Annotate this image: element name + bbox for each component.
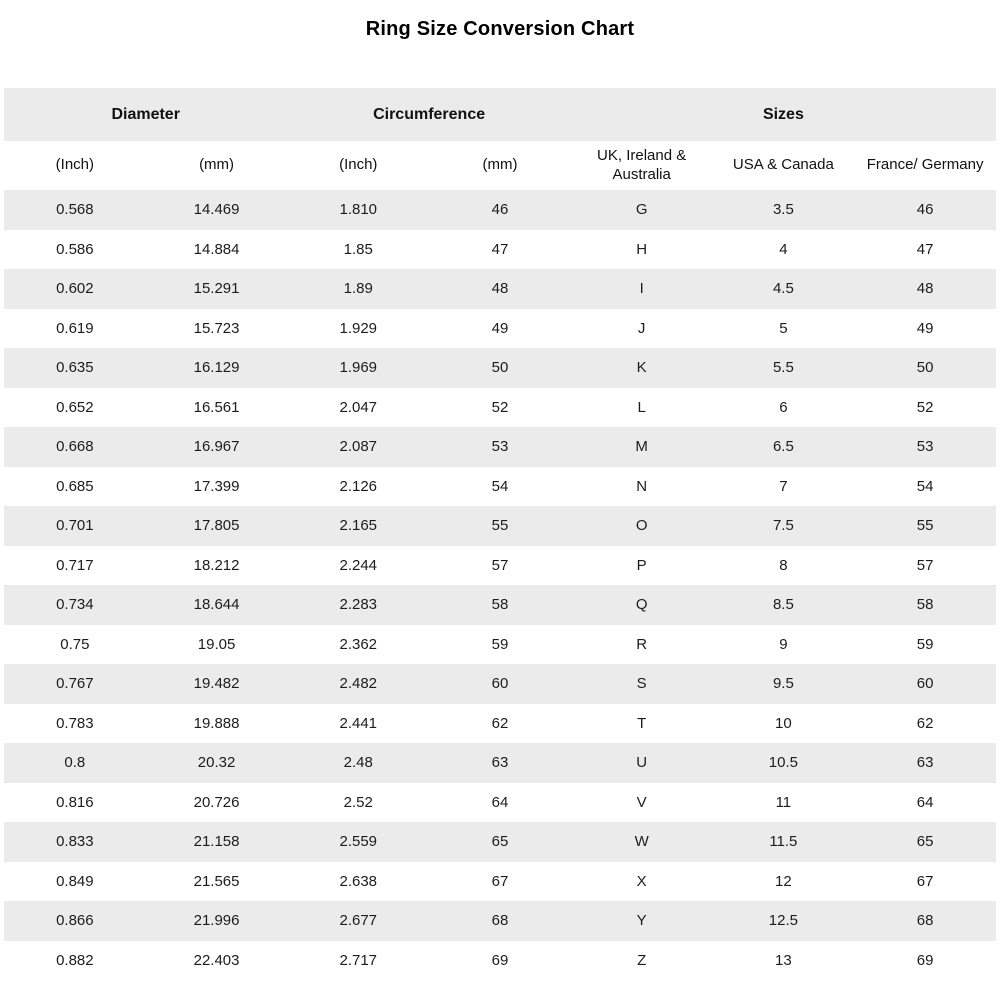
table-row — [4, 783, 996, 823]
cell: 1.85 — [287, 230, 429, 270]
cell: 48 — [429, 269, 571, 309]
cell: W — [571, 822, 713, 862]
cell: L — [571, 388, 713, 428]
column-header: (mm) — [146, 141, 288, 190]
table-row — [4, 585, 996, 625]
table-row — [4, 190, 996, 230]
cell: 0.816 — [4, 783, 146, 823]
cell: 8.5 — [713, 585, 855, 625]
table-row — [4, 941, 996, 981]
cell: 46 — [429, 190, 571, 230]
cell: 68 — [429, 901, 571, 941]
cell: 11 — [713, 783, 855, 823]
cell: 59 — [429, 625, 571, 665]
cell: 9.5 — [713, 664, 855, 704]
cell: Z — [571, 941, 713, 981]
cell: Q — [571, 585, 713, 625]
cell: G — [571, 190, 713, 230]
cell: 0.685 — [4, 467, 146, 507]
cell: 0.602 — [4, 269, 146, 309]
cell: 2.165 — [287, 506, 429, 546]
table-row — [4, 427, 996, 467]
cell: 62 — [854, 704, 996, 744]
cell: 60 — [854, 664, 996, 704]
cell: 58 — [429, 585, 571, 625]
cell: V — [571, 783, 713, 823]
cell: 63 — [429, 743, 571, 783]
table-row — [4, 743, 996, 783]
cell: H — [571, 230, 713, 270]
cell: 6.5 — [713, 427, 855, 467]
cell: 1.969 — [287, 348, 429, 388]
cell: 2.441 — [287, 704, 429, 744]
cell: 5.5 — [713, 348, 855, 388]
cell: 69 — [429, 941, 571, 981]
column-header-row — [4, 141, 996, 190]
cell: 21.996 — [146, 901, 288, 941]
cell: 47 — [854, 230, 996, 270]
cell: S — [571, 664, 713, 704]
table-head — [4, 88, 996, 190]
cell: 19.05 — [146, 625, 288, 665]
cell: 69 — [854, 941, 996, 981]
group-header-circumference: Circumference — [287, 88, 570, 141]
cell: 14.884 — [146, 230, 288, 270]
cell: 54 — [854, 467, 996, 507]
table-row — [4, 309, 996, 349]
cell: 0.734 — [4, 585, 146, 625]
cell: 2.48 — [287, 743, 429, 783]
cell: 21.158 — [146, 822, 288, 862]
table-row — [4, 388, 996, 428]
group-header-diameter: Diameter — [4, 88, 287, 141]
cell: 54 — [429, 467, 571, 507]
table-row — [4, 546, 996, 586]
cell: 0.619 — [4, 309, 146, 349]
cell: 58 — [854, 585, 996, 625]
cell: 1.929 — [287, 309, 429, 349]
column-header: (Inch) — [4, 141, 146, 190]
cell: 15.291 — [146, 269, 288, 309]
cell: R — [571, 625, 713, 665]
cell: 10.5 — [713, 743, 855, 783]
cell: 0.668 — [4, 427, 146, 467]
cell: 0.866 — [4, 901, 146, 941]
cell: 18.212 — [146, 546, 288, 586]
cell: 18.644 — [146, 585, 288, 625]
cell: J — [571, 309, 713, 349]
cell: 57 — [854, 546, 996, 586]
cell: 2.559 — [287, 822, 429, 862]
column-header: UK, Ireland & Australia — [571, 141, 713, 190]
cell: 0.833 — [4, 822, 146, 862]
column-header: (mm) — [429, 141, 571, 190]
cell: 65 — [429, 822, 571, 862]
table-row — [4, 348, 996, 388]
cell: X — [571, 862, 713, 902]
cell: 47 — [429, 230, 571, 270]
cell: 0.882 — [4, 941, 146, 981]
group-header-row — [4, 88, 996, 141]
cell: 57 — [429, 546, 571, 586]
cell: P — [571, 546, 713, 586]
cell: 50 — [429, 348, 571, 388]
cell: 62 — [429, 704, 571, 744]
cell: M — [571, 427, 713, 467]
cell: 0.717 — [4, 546, 146, 586]
ring-size-table — [4, 88, 996, 980]
cell: 2.283 — [287, 585, 429, 625]
cell: 6 — [713, 388, 855, 428]
cell: T — [571, 704, 713, 744]
cell: 12 — [713, 862, 855, 902]
cell: 65 — [854, 822, 996, 862]
cell: 2.717 — [287, 941, 429, 981]
cell: 0.652 — [4, 388, 146, 428]
cell: K — [571, 348, 713, 388]
table-row — [4, 506, 996, 546]
cell: 60 — [429, 664, 571, 704]
table-row — [4, 269, 996, 309]
cell: 15.723 — [146, 309, 288, 349]
cell: 53 — [854, 427, 996, 467]
cell: 55 — [429, 506, 571, 546]
table-body — [4, 190, 996, 980]
cell: 0.849 — [4, 862, 146, 902]
cell: 9 — [713, 625, 855, 665]
cell: 0.635 — [4, 348, 146, 388]
cell: 20.726 — [146, 783, 288, 823]
cell: 7 — [713, 467, 855, 507]
cell: N — [571, 467, 713, 507]
cell: 50 — [854, 348, 996, 388]
cell: 8 — [713, 546, 855, 586]
cell: 0.75 — [4, 625, 146, 665]
cell: 10 — [713, 704, 855, 744]
cell: 0.586 — [4, 230, 146, 270]
cell: 13 — [713, 941, 855, 981]
cell: 19.482 — [146, 664, 288, 704]
cell: 16.967 — [146, 427, 288, 467]
cell: 16.561 — [146, 388, 288, 428]
column-header: France/ Germany — [854, 141, 996, 190]
cell: 14.469 — [146, 190, 288, 230]
cell: 2.638 — [287, 862, 429, 902]
table-row — [4, 901, 996, 941]
table-row — [4, 230, 996, 270]
cell: 11.5 — [713, 822, 855, 862]
cell: 17.805 — [146, 506, 288, 546]
cell: 2.362 — [287, 625, 429, 665]
cell: 0.783 — [4, 704, 146, 744]
cell: 2.047 — [287, 388, 429, 428]
cell: 7.5 — [713, 506, 855, 546]
cell: U — [571, 743, 713, 783]
cell: 64 — [429, 783, 571, 823]
table-row — [4, 664, 996, 704]
table-row — [4, 625, 996, 665]
cell: 21.565 — [146, 862, 288, 902]
cell: 46 — [854, 190, 996, 230]
cell: 52 — [429, 388, 571, 428]
cell: 55 — [854, 506, 996, 546]
cell: 0.701 — [4, 506, 146, 546]
cell: 2.087 — [287, 427, 429, 467]
cell: 2.677 — [287, 901, 429, 941]
cell: 53 — [429, 427, 571, 467]
cell: 63 — [854, 743, 996, 783]
cell: Y — [571, 901, 713, 941]
cell: 48 — [854, 269, 996, 309]
cell: 17.399 — [146, 467, 288, 507]
cell: 5 — [713, 309, 855, 349]
cell: 67 — [429, 862, 571, 902]
cell: 2.52 — [287, 783, 429, 823]
cell: 1.810 — [287, 190, 429, 230]
cell: 49 — [854, 309, 996, 349]
cell: 68 — [854, 901, 996, 941]
cell: 1.89 — [287, 269, 429, 309]
column-header: USA & Canada — [713, 141, 855, 190]
cell: 20.32 — [146, 743, 288, 783]
cell: 0.568 — [4, 190, 146, 230]
cell: 0.8 — [4, 743, 146, 783]
cell: 2.482 — [287, 664, 429, 704]
cell: 12.5 — [713, 901, 855, 941]
cell: 4 — [713, 230, 855, 270]
cell: 59 — [854, 625, 996, 665]
cell: 2.126 — [287, 467, 429, 507]
cell: 52 — [854, 388, 996, 428]
cell: 19.888 — [146, 704, 288, 744]
cell: 22.403 — [146, 941, 288, 981]
cell: 3.5 — [713, 190, 855, 230]
group-header-sizes: Sizes — [571, 88, 996, 141]
cell: 16.129 — [146, 348, 288, 388]
column-header: (Inch) — [287, 141, 429, 190]
cell: 67 — [854, 862, 996, 902]
page-title: Ring Size Conversion Chart — [365, 18, 635, 40]
cell: 0.767 — [4, 664, 146, 704]
cell: 64 — [854, 783, 996, 823]
cell: 4.5 — [713, 269, 855, 309]
cell: 49 — [429, 309, 571, 349]
table-row — [4, 822, 996, 862]
table-row — [4, 862, 996, 902]
table-row — [4, 467, 996, 507]
table-row — [4, 704, 996, 744]
cell: I — [571, 269, 713, 309]
cell: 2.244 — [287, 546, 429, 586]
cell: O — [571, 506, 713, 546]
